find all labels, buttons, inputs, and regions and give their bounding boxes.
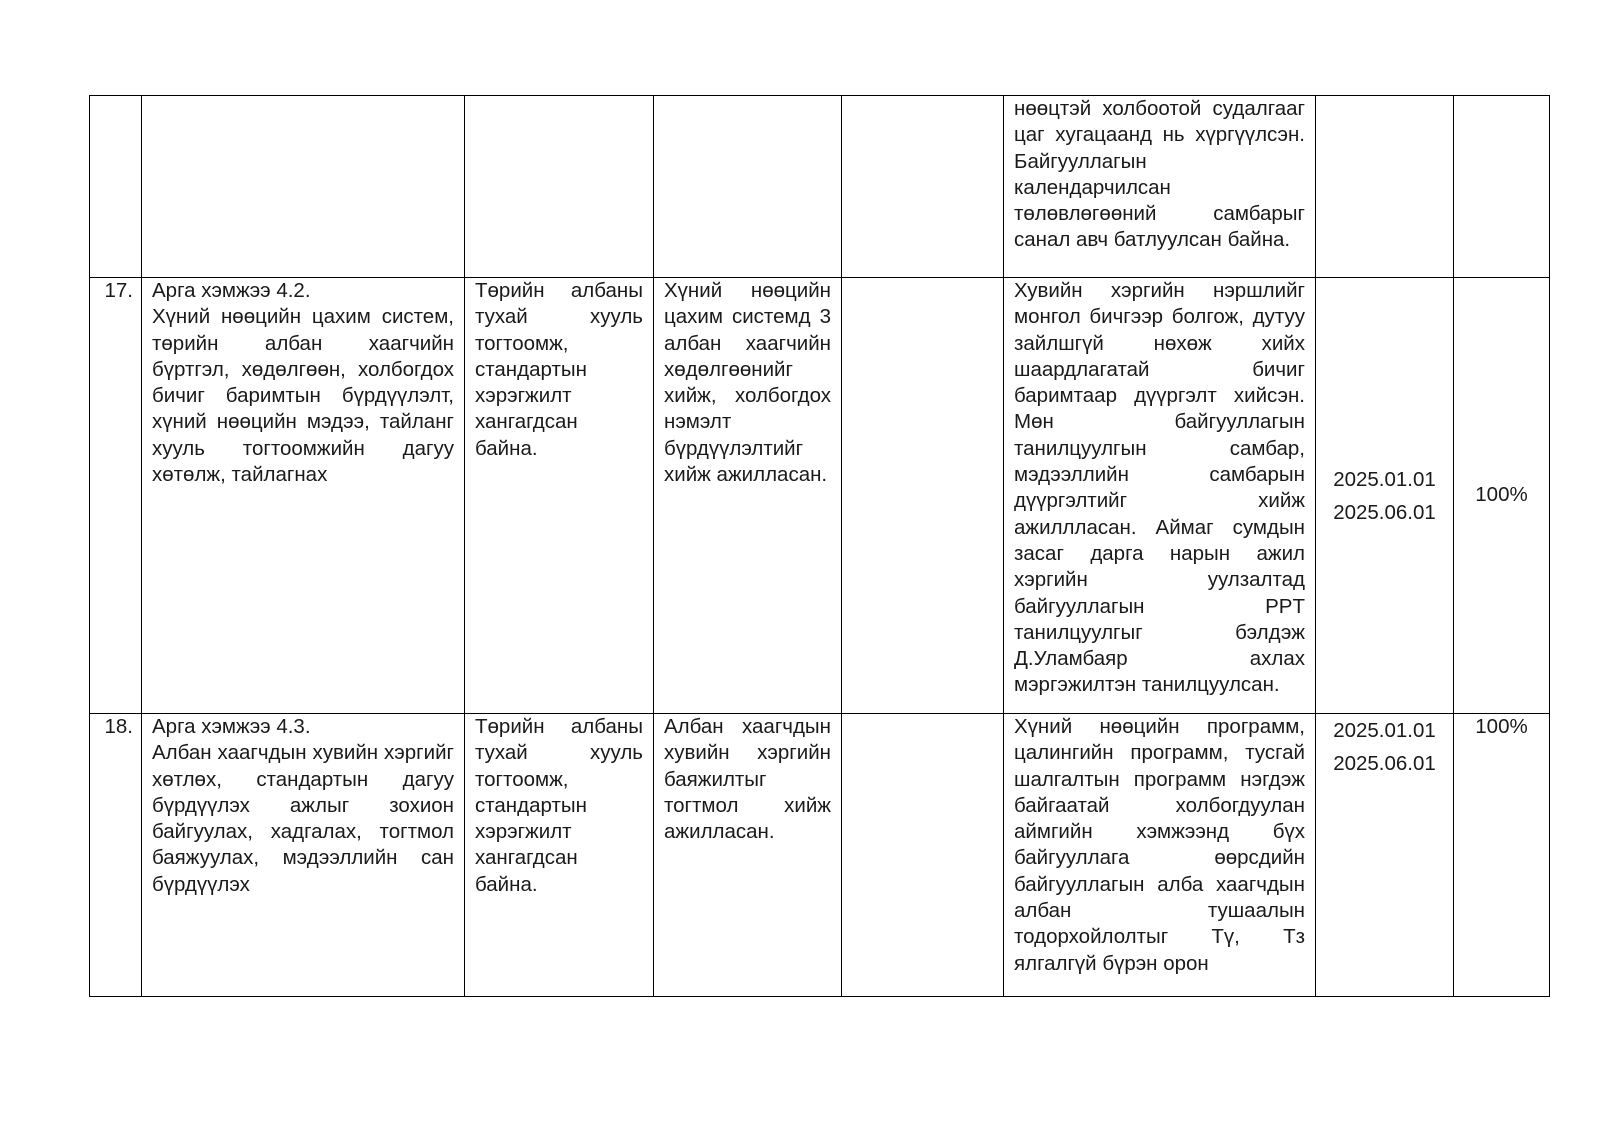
legal-basis-cell <box>465 96 654 278</box>
table-row <box>90 714 1550 997</box>
activity-title: Арга хэмжээ 4.2. <box>152 279 311 302</box>
implementation-cell: Хүний нөөцийн программ, цалингийн программ, тусгай шалгалтын программ нэгдэж байгаатай холбогдуулан аймгийн хэмжээнд бүх байгууллага өөрсдийн байгууллагын алба хаагчдын албан тушаалын тодорхойлолтыг Тү, Тз ялгалгүй бүрэн орон <box>1004 714 1316 997</box>
row-number: 17. <box>90 278 142 714</box>
outcome-cell: Хүний нөөцийн цахим системд 3 албан хаагчийн хөдөлгөөнийг хийж, холбогдох нэмэлт бүрдүүлэлтийг хийж ажилласан. <box>654 278 842 714</box>
period-cell <box>1316 714 1454 997</box>
outcome-cell <box>654 96 842 278</box>
empty-cell <box>842 96 1004 278</box>
period-start: 2025.01.01 <box>1333 719 1436 742</box>
period-cell <box>1316 96 1454 278</box>
outcome-cell: Албан хаагчдын хувийн хэргийн баяжилтыг тогтмол хийж ажилласан. <box>654 714 842 997</box>
percent-cell: 100% <box>1454 278 1550 714</box>
table-row <box>90 96 1550 278</box>
period-end: 2025.06.01 <box>1333 752 1436 775</box>
activity-report-table <box>89 95 1550 997</box>
activity-cell <box>142 96 465 278</box>
legal-basis-cell: Төрийн албаны тухай хууль тогтоомж, стандартын хэрэгжилт хангагдсан байна. <box>465 278 654 714</box>
activity-text: Хүний нөөцийн цахим систем, төрийн албан хаагчийн бүртгэл, хөдөлгөөн, холбогдох бичиг баримтын бүрдүүлэлт, хүний нөөцийн мэдээ, тайланг хууль тогтоомжийн дагуу хөтөлж, тайлагнах <box>152 305 454 487</box>
implementation-cell: Хувийн хэргийн нэршлийг монгол бичгээр болгож, дутуу зайлшгүй нөхөж хийх шаардлагатай бичиг баримтаар дүүргэлт хийсэн. Мөн байгууллагын танилцуулгын самбар, мэдээллийн самбарын дүүргэлтийг хийж ажиллласан. Аймаг сумдын засаг дарга нарын ажил хэргийн уулзалтад байгууллагын PPT танилцуулгыг бэлдэж Д.Уламбаяр ахлах мэргэжилтэн танилцуулсан. <box>1004 278 1316 714</box>
percent-cell: 100% <box>1454 714 1550 997</box>
activity-title: Арга хэмжээ 4.3. <box>152 715 311 738</box>
percent-cell <box>1454 96 1550 278</box>
row-number: 18. <box>90 714 142 997</box>
activity-text: Албан хаагчдын хувийн хэргийг хөтлөх, стандартын дагуу бүрдүүлэх ажлыг зохион байгуулах, хадгалах, тогтмол баяжуулах, мэдээллийн сан бүрдүүлэх <box>152 741 454 896</box>
activity-cell <box>142 714 465 997</box>
period-cell <box>1316 278 1454 714</box>
activity-cell <box>142 278 465 714</box>
row-number <box>90 96 142 278</box>
period-start: 2025.01.01 <box>1333 467 1436 491</box>
table-row <box>90 278 1550 714</box>
empty-cell <box>842 278 1004 714</box>
period-end: 2025.06.01 <box>1333 500 1436 524</box>
legal-basis-cell: Төрийн албаны тухай хууль тогтоомж, стандартын хэрэгжилт хангагдсан байна. <box>465 714 654 997</box>
implementation-cell: нөөцтэй холбоотой судалгааг цаг хугацаанд нь хүргүүлсэн. Байгууллагын календарчилсан төлөвлөгөөний самбарыг санал авч батлуулсан байна. <box>1004 96 1316 278</box>
empty-cell <box>842 714 1004 997</box>
